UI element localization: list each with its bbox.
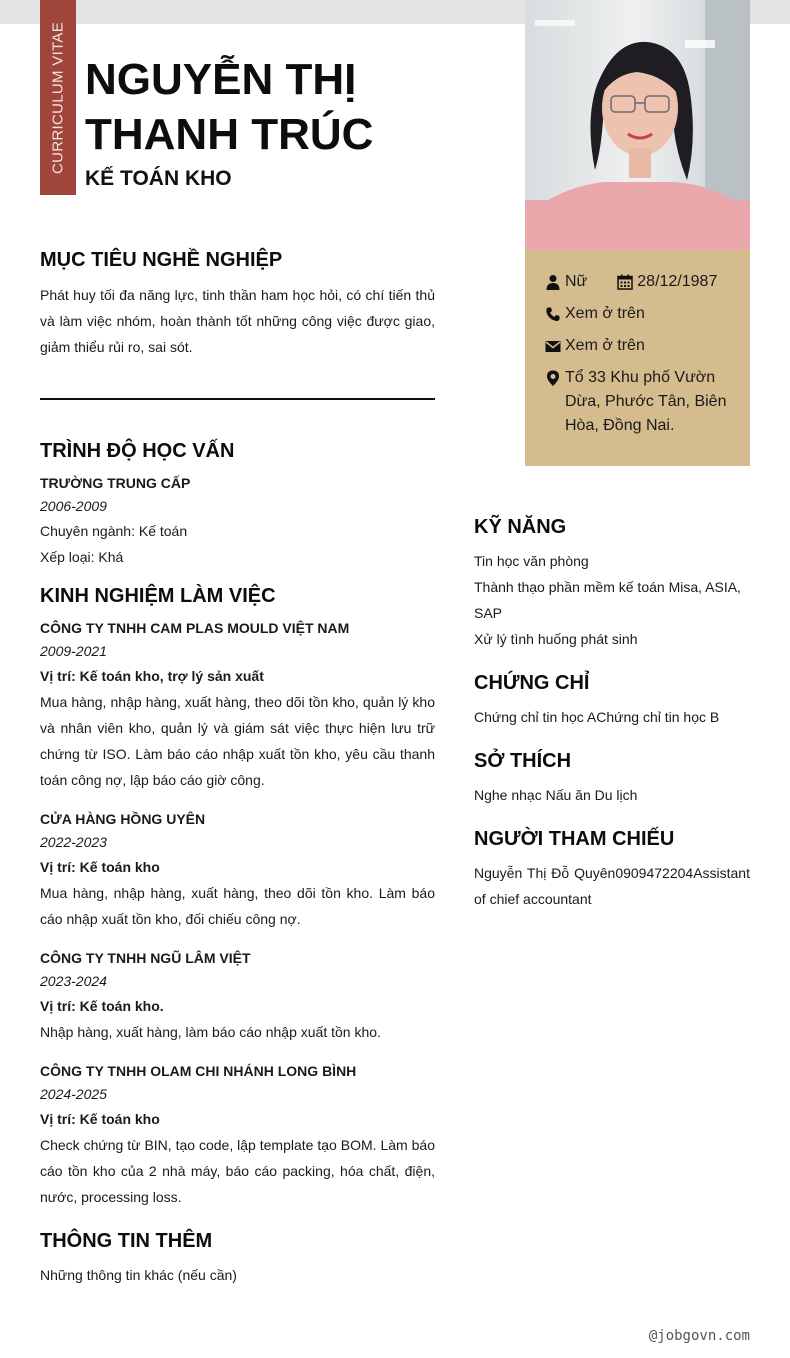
hobbies-text: Nghe nhạc Nấu ăn Du lịch [474,787,638,803]
email-row [545,334,750,358]
job-title: KẾ TOÁN KHO [85,167,232,190]
candidate-name [85,52,485,162]
job-description: Mua hàng, nhập hàng, xuất hàng, theo dõi tồn kho, quản lý kho và nhân viên kho, quản lý và giám sát việc thực hiện lưu trữ chứng từ ISO. Làm báo cáo nhập xuất tồn kho, yêu cầu thanh toán công nợ, lập báo cáo giờ công. [40,694,435,788]
school-name: TRƯỜNG TRUNG CẤP [40,475,191,491]
job-position: Vị trí: Kế toán kho [40,1111,160,1127]
education-title: TRÌNH ĐỘ HỌC VẤN [40,440,235,462]
job-company: CÔNG TY TNHH CAM PLAS MOULD VIỆT NAM [40,620,350,636]
section-divider [40,398,435,400]
references-text: Nguyễn Thị Đỗ Quyên0909472204Assistant of chief accountant [474,865,750,907]
references-title: NGƯỜI THAM CHIẾU [474,828,675,850]
education-major: Chuyên ngành: Kế toán [40,523,188,539]
job-period: 2022-2023 [40,834,107,850]
phone-row [545,302,750,326]
job-company: CỬA HÀNG HỒNG UYÊN [40,811,206,827]
name-line-1: NGUYỄN THỊ [85,55,357,104]
job-description: Check chứng từ BIN, tạo code, lập template tạo BOM. Làm báo cáo tồn kho của 2 nhà máy, báo cáo packing, hóa chất, điện, nước, processing loss. [40,1137,435,1205]
objective-title: MỤC TIÊU NGHỀ NGHIỆP [40,249,283,271]
job-description: Nhập hàng, xuất hàng, làm báo cáo nhập xuất tồn kho. [40,1024,381,1040]
objective-text: Phát huy tối đa năng lực, tinh thần ham học hỏi, có chí tiến thủ và làm việc nhóm, hoàn thành tốt những công việc được giao, giảm thiểu rủi ro, sai sót. [40,287,435,355]
skill-item: Thành thạo phần mềm kế toán Misa, ASIA, SAP [474,579,741,621]
education-grade: Xếp loại: Khá [40,549,124,565]
gender-birth-row [545,270,750,294]
skill-item: Xử lý tình huống phát sinh [474,631,638,647]
cv-tab-label: CURRICULUM VITAE [49,21,67,174]
job-position: Vị trí: Kế toán kho, trợ lý sản xuất [40,668,264,684]
additional-info-text: Những thông tin khác (nếu cần) [40,1267,237,1283]
watermark: @jobgovn.com [648,1328,750,1344]
gender-value: Nữ [565,273,588,290]
experience-title: KINH NGHIỆM LÀM VIỆC [40,585,276,607]
calendar-icon [617,274,633,290]
phone-icon [545,306,561,322]
address-row [545,366,750,438]
contact-info-box [525,250,750,466]
job-period: 2023-2024 [40,973,107,989]
job-position: Vị trí: Kế toán kho. [40,998,164,1014]
skill-item: Tin học văn phòng [474,553,589,569]
additional-info-title: THÔNG TIN THÊM [40,1230,213,1252]
job-description: Mua hàng, nhập hàng, xuất hàng, theo dõi tồn kho. Làm báo cáo nhập xuất tồn kho, đối chiếu công nợ. [40,885,435,927]
skills-title: KỸ NĂNG [474,516,567,538]
location-pin-icon [545,370,561,386]
hobbies-title: SỞ THÍCH [474,750,572,772]
name-line-2: THANH TRÚC [85,110,374,159]
certificates-title: CHỨNG CHỈ [474,672,590,694]
job-period: 2024-2025 [40,1086,107,1102]
phone-value: Xem ở trên [565,305,645,322]
profile-photo [525,0,750,250]
birthdate-value: 28/12/1987 [637,273,718,290]
email-value: Xem ở trên [565,337,645,354]
address-value: Tổ 33 Khu phố Vườn Dừa, Phước Tân, Biên Hòa, Đồng Nai. [565,369,727,434]
job-company: CÔNG TY TNHH OLAM CHI NHÁNH LONG BÌNH [40,1063,357,1079]
envelope-icon [545,338,561,354]
cv-side-tab [40,0,76,195]
birthdate-group [617,270,717,294]
job-position: Vị trí: Kế toán kho [40,859,160,875]
certificates-text: Chứng chỉ tin học AChứng chỉ tin học B [474,709,720,725]
education-period: 2006-2009 [40,498,107,514]
job-period: 2009-2021 [40,643,107,659]
person-icon [545,274,561,290]
job-company: CÔNG TY TNHH NGŨ LÂM VIỆT [40,950,251,966]
